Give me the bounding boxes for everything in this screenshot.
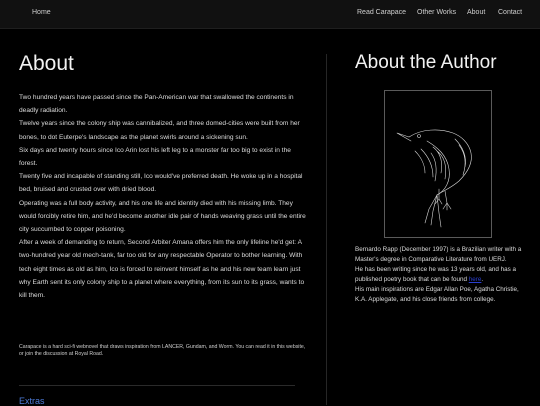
nav-about[interactable]: About <box>467 9 486 16</box>
about-paragraph: Two hundred years have passed since the Pan-American war that swallowed the continents in deadly radiation. <box>19 94 294 115</box>
author-bio-paragraph: Bernardo Rapp (December 1997) is a Brazilian writer with a Master's degree in Comparative Literature from UERJ. <box>355 246 522 263</box>
author-bio-text: He has been writing since he was 13 years old, and has a published poetry book that can be found <box>355 266 517 283</box>
about-paragraph: Six days and twenty hours since Ico Arin lost his left leg to a monster far too big to exist in the forest. <box>19 146 291 168</box>
author-bio-paragraph: His main inspirations are Edgar Allan Poe, Agatha Christie, K.A. Applegate, and his close friends from college. <box>355 286 519 303</box>
nav-read-carapace[interactable]: Read Carapace <box>357 9 407 16</box>
nav-other-works[interactable]: Other Works <box>417 9 457 16</box>
poetry-book-link[interactable]: here <box>468 276 482 283</box>
about-paragraph: Operating was a full body activity, and his one life and identity died with his missing limb. They would forcibly retire him, and he'd become another idle pair of hands weaving grass until the entire city succumbed to copper poisoning. <box>19 199 306 234</box>
about-paragraph: Twenty five and incapable of standing still, Ico would've preferred death. He woke up in a hospital bed, bruised and crusted over with dried blood. <box>19 173 303 194</box>
nav-home[interactable]: Home <box>32 9 51 16</box>
about-note: Carapace is a hard sci-fi webnovel that draws inspiration from LANCER, Gundam, and Worm. You can read it in this website, or join the discussion at Royal Road. <box>19 344 306 357</box>
author-bio-paragraph <box>355 265 523 285</box>
column-divider <box>326 54 327 405</box>
section-divider <box>19 385 295 386</box>
author-bio-punct: . <box>481 276 484 283</box>
author-image <box>384 90 492 238</box>
extras-title: Extras <box>19 396 45 406</box>
about-body <box>19 91 311 302</box>
author-title: About the Author <box>355 52 497 73</box>
nav-contact[interactable]: Contact <box>498 9 523 16</box>
about-title: About <box>19 52 74 75</box>
top-navigation <box>0 0 540 29</box>
about-paragraph: Twelve years since the colony ship was cannibalized, and three domed-cities were built from her bones, to dot Euterpe's landscape as the planet swirls around a sickening sun. <box>19 120 300 141</box>
about-paragraph: After a week of demanding to return, Second Arbiter Amana offers him the only lifeline he'd get: A two-hundred year old mech-tank, far too old for any respectable Operator to bother learning. With tech eight times as old as him, Ico is forced to reinvent himself as he and his new team learn just why Earth sent its only colony ship to a planet where everything, from its sun to its grass, wants to kill them. <box>19 239 305 300</box>
crow-icon <box>385 91 491 237</box>
author-bio <box>355 245 523 305</box>
